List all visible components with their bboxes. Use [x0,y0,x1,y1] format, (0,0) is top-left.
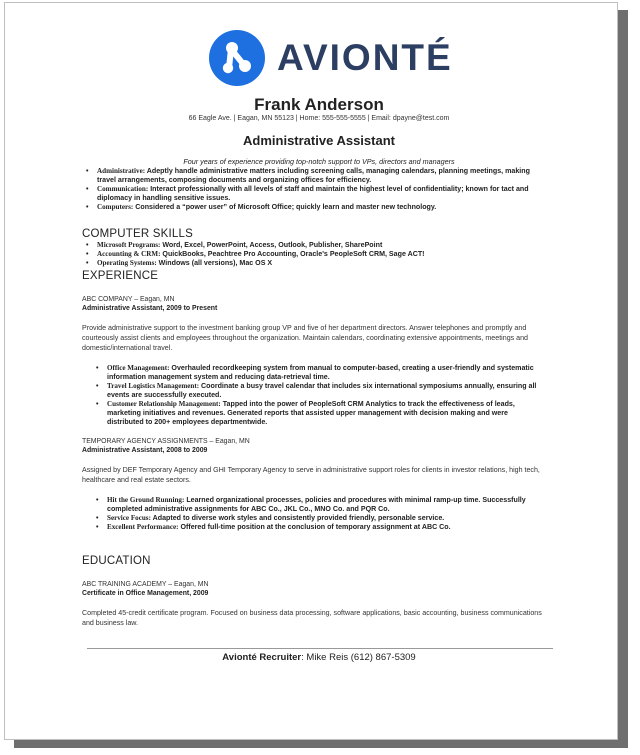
avionte-logo-icon [209,30,265,86]
job-bullets [93,496,539,532]
job-description: Provide administrative support to the investment banking group VP and five of her department directors. Answer telephones and promptly and courteously assist clients and employees throughout the organization. Maintain calendars, coordinating extensive appointments, meetings and domestic/international travel. [82,324,528,352]
list-item: • Communication: Interact professionally with all levels of staff and maintain the highest level of confidentiality; known for tact and diplomacy in handling sensitive issues. [83,185,539,203]
recruiter-footer: Avionté Recruiter: Mike Reis (612) 867-5309 [222,652,416,663]
list-item: • Service Focus: Adapted to diverse work styles and consistently provided friendly, personable service. [93,514,539,523]
computer-skills-heading: COMPUTER SKILLS [82,228,193,240]
job-role: Administrative Assistant, 2009 to Present [82,305,218,312]
list-item: • Travel Logistics Management: Coordinate a busy travel calendar that includes six international symposiums annually, ensuring all events are successfully executed. [93,382,539,400]
list-item: • Computers: Considered a “power user” of Microsoft Office; quickly learn and master new technology. [83,203,539,212]
list-item: • Hit the Ground Running: Learned organizational processes, policies and procedures with minimal ramp-up time. Successfully completed administrative assignments for ABC Co., JKL Co., MNO Co. and PQR Co. [93,496,539,514]
company-name: TEMPORARY AGENCY ASSIGNMENTS – Eagan, MN [82,438,250,445]
list-item: • Office Management: Overhauled recordkeeping system from manual to computer-based, creating a user-friendly and systematic information management system and reducing data-retrieval time. [93,364,539,382]
summary-line: Four years of experience providing top-notch support to VPs, directors and managers [183,157,455,166]
job-bullets [93,364,539,427]
footer-divider [87,648,553,649]
computer-skills-list [83,241,539,268]
education-heading: EDUCATION [82,555,151,567]
experience-heading: EXPERIENCE [82,270,159,282]
resume-page [4,2,618,740]
job-description: Assigned by DEF Temporary Agency and GHI Temporary Agency to serve in administrative support roles for clients in investor relations, high tech, healthcare and real estate sectors. [82,466,540,484]
job-role: Administrative Assistant, 2008 to 2009 [82,447,208,454]
logo-wordmark: AVIONTÉ [277,37,453,78]
job-title: Administrative Assistant [243,133,395,148]
list-item: • Microsoft Programs: Word, Excel, PowerPoint, Access, Outlook, Publisher, SharePoint [83,241,539,250]
school-name: ABC TRAINING ACADEMY – Eagan, MN [82,581,209,588]
list-item: • Customer Relationship Management: Tapped into the power of PeopleSoft CRM Analytics to track the effectiveness of leads, marketing initiatives and revenues. Generated reports that assisted upper management with decision making and were distributed to 200+ employees departmentwide. [93,400,539,427]
candidate-name: Frank Anderson [254,95,384,114]
list-item: • Administrative: Adeptly handle administrative matters including screening calls, managing calendars, planning meetings, making travel arrangements, composing documents and organizing offices for efficiency. [83,167,539,185]
contact-line: 66 Eagle Ave. | Eagan, MN 55123 | Home: 555-555-5555 | Email: dpayne@test.com [188,115,450,122]
summary-bullets [83,167,539,212]
education-description: Completed 45-credit certificate program. Focused on business data processing, software applications, basic accounting, business communications and business law. [82,609,542,627]
company-name: ABC COMPANY – Eagan, MN [82,296,175,303]
list-item: • Excellent Performance: Offered full-time position at the conclusion of temporary assignment at ABC Co. [93,523,539,532]
certificate: Certificate in Office Management, 2009 [82,590,209,597]
list-item: • Operating Systems: Windows (all versions), Mac OS X [83,259,539,268]
list-item: • Accounting & CRM: QuickBooks, Peachtree Pro Accounting, Oracle's PeopleSoft CRM, Sage ACT! [83,250,539,259]
avionte-logo [209,30,453,86]
